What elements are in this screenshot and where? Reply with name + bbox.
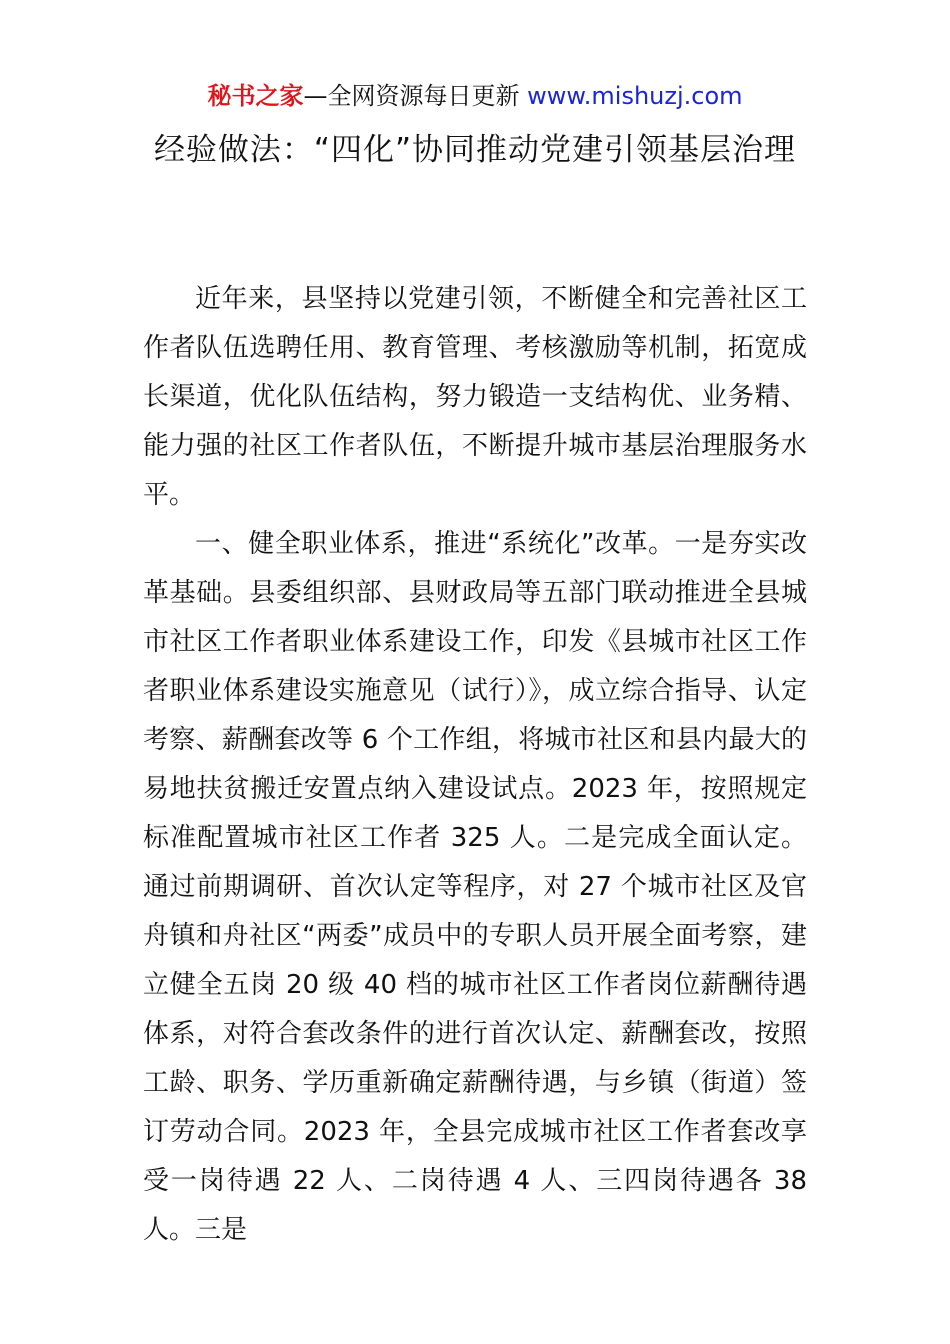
document-body [143, 275, 807, 1255]
site-header [0, 80, 950, 112]
paragraph-intro: 近年来，县坚持以党建引领，不断健全和完善社区工作者队伍选聘任用、教育管理、考核激励等机制，拓宽成长渠道，优化队伍结构，努力锻造一支结构优、业务精、能力强的社区工作者队伍，不断提升城市基层治理服务水平。 [143, 284, 807, 510]
paragraph-section-one: 一、健全职业体系，推进“系统化”改革。一是夯实改革基础。县委组织部、县财政局等五部门联动推进全县城市社区工作者职业体系建设工作，印发《县城市社区工作者职业体系建设实施意见（试行）》，成立综合指导、认定考察、薪酬套改等 6 个工作组，将城市社区和县内最大的易地扶贫搬迁安置点纳入建设试点。2023 年，按照规定标准配置城市社区工作者 325 人。二是完成全面认定。通过前期调研、首次认定等程序，对 27 个城市社区及官舟镇和舟社区“两委”成员中的专职人员开展全面考察，建立健全五岗 20 级 40 档的城市社区工作者岗位薪酬待遇体系，对符合套改条件的进行首次认定、薪酬套改，按照工龄、职务、学历重新确定薪酬待遇，与乡镇（街道）签订劳动合同。2023 年，全县完成城市社区工作者套改享受一岗待遇 22 人、二岗待遇 4 人、三四岗待遇各 38 人。三是 [143, 529, 807, 1245]
site-url-link[interactable]: www.mishuzj.com [527, 82, 743, 110]
brand-name: 秘书之家 [207, 82, 304, 110]
document-title: 经验做法：“四化”协同推动党建引领基层治理 [153, 132, 797, 168]
header-tagline: —全网资源每日更新 [303, 82, 528, 110]
